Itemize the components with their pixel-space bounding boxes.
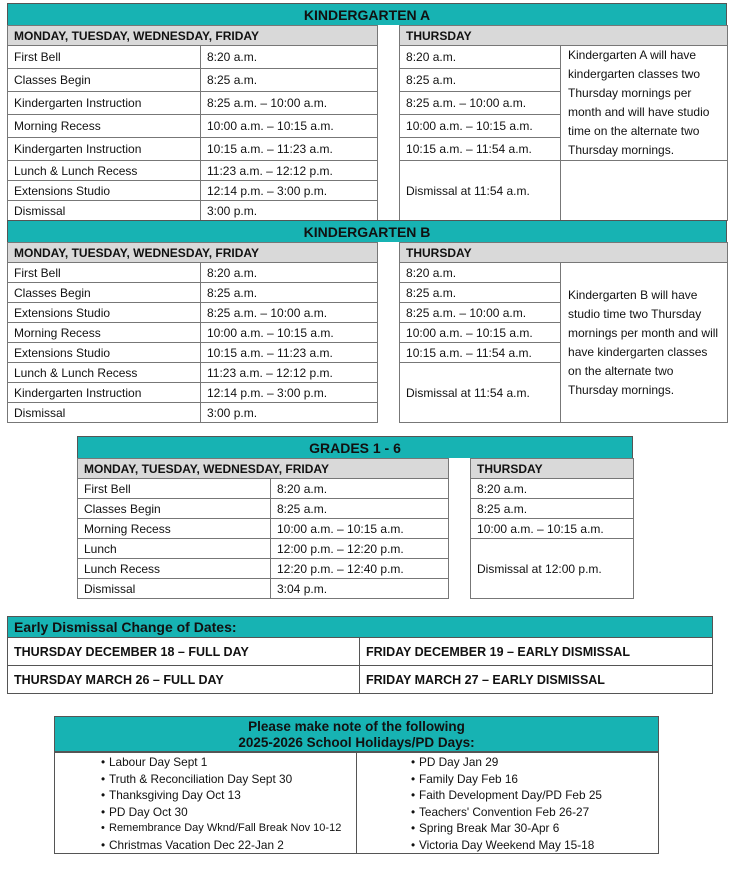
weekday-header: MONDAY, TUESDAY, WEDNESDAY, FRIDAY	[8, 26, 378, 46]
schedule-label: Classes Begin	[8, 69, 201, 92]
holiday-item: • Christmas Vacation Dec 22-Jan 2	[55, 837, 355, 854]
schedule-time: 12:14 p.m. – 3:00 p.m.	[201, 383, 378, 403]
holiday-item: • Teachers' Convention Feb 26-27	[357, 804, 657, 821]
schedule-time: 12:14 p.m. – 3:00 p.m.	[201, 181, 378, 201]
schedule-label: Lunch Recess	[78, 559, 271, 579]
schedule-label: Dismissal	[8, 201, 201, 221]
schedule-time: 8:25 a.m.	[201, 69, 378, 92]
early-dismissal-cell: THURSDAY MARCH 26 – FULL DAY	[8, 666, 359, 694]
holiday-item: • PD Day Oct 30	[55, 804, 355, 821]
grades-table	[77, 458, 634, 599]
schedule-time: 3:00 p.m.	[201, 403, 378, 423]
schedule-label: First Bell	[8, 263, 201, 283]
schedule-label: Lunch & Lunch Recess	[8, 363, 201, 383]
schedule-label: Morning Recess	[8, 323, 201, 343]
thursday-time: 8:20 a.m.	[400, 263, 561, 283]
thursday-dismissal: Dismissal at 11:54 a.m.	[400, 363, 561, 423]
holidays-left-list	[55, 754, 355, 854]
kindergarten-b-table	[7, 242, 728, 423]
thursday-header: THURSDAY	[400, 26, 728, 46]
schedule-time: 12:20 p.m. – 12:40 p.m.	[271, 559, 449, 579]
schedule-label: Extensions Studio	[8, 303, 201, 323]
schedule-label: First Bell	[78, 479, 271, 499]
weekday-header: MONDAY, TUESDAY, WEDNESDAY, FRIDAY	[8, 243, 378, 263]
thursday-time: 10:00 a.m. – 10:15 a.m.	[400, 115, 561, 138]
holiday-item: • Victoria Day Weekend May 15-18	[357, 837, 657, 854]
thursday-time: 8:25 a.m. – 10:00 a.m.	[400, 303, 561, 323]
kindergarten-a-title: KINDERGARTEN A	[7, 3, 727, 25]
kindergarten-b-note: Kindergarten B will have studio time two Thursday mornings per month and will have kindergarten classes on the alternate two Thursday mornings.	[561, 263, 728, 423]
thursday-header: THURSDAY	[400, 243, 728, 263]
thursday-time: 8:25 a.m.	[400, 69, 561, 92]
schedule-label: Morning Recess	[78, 519, 271, 539]
early-dismissal-table	[7, 638, 713, 694]
schedule-time: 10:15 a.m. – 11:23 a.m.	[201, 343, 378, 363]
schedule-time: 8:25 a.m.	[271, 499, 449, 519]
thursday-time: 8:20 a.m.	[471, 479, 634, 499]
holiday-item: • PD Day Jan 29	[357, 754, 657, 771]
schedule-label: Extensions Studio	[8, 343, 201, 363]
schedule-time: 8:25 a.m. – 10:00 a.m.	[201, 303, 378, 323]
schedule-time: 10:15 a.m. – 11:23 a.m.	[201, 138, 378, 161]
schedule-time: 8:20 a.m.	[271, 479, 449, 499]
holidays-list	[54, 752, 659, 854]
schedule-time: 11:23 a.m. – 12:12 p.m.	[201, 363, 378, 383]
holidays-title: Please make note of the following 2025-2026 School Holidays/PD Days:	[54, 716, 659, 752]
schedule-time: 12:00 p.m. – 12:20 p.m.	[271, 539, 449, 559]
schedule-label: Extensions Studio	[8, 181, 201, 201]
schedule-label: Dismissal	[78, 579, 271, 599]
early-dismissal-title: Early Dismissal Change of Dates:	[7, 616, 713, 638]
thursday-header: THURSDAY	[471, 459, 634, 479]
thursday-time: 8:25 a.m.	[400, 283, 561, 303]
schedule-time: 3:04 p.m.	[271, 579, 449, 599]
schedule-label: Dismissal	[8, 403, 201, 423]
thursday-time: 10:00 a.m. – 10:15 a.m.	[471, 519, 634, 539]
holidays-right-list	[357, 754, 657, 854]
schedule-time: 11:23 a.m. – 12:12 p.m.	[201, 161, 378, 181]
schedule-label: Lunch	[78, 539, 271, 559]
holiday-item: • Family Day Feb 16	[357, 771, 657, 788]
schedule-time: 8:25 a.m.	[201, 283, 378, 303]
schedule-label: Classes Begin	[78, 499, 271, 519]
schedule-label: Kindergarten Instruction	[8, 138, 201, 161]
early-dismissal-cell: THURSDAY DECEMBER 18 – FULL DAY	[8, 638, 359, 666]
early-dismissal-cell: FRIDAY DECEMBER 19 – EARLY DISMISSAL	[360, 638, 712, 666]
kindergarten-b-title: KINDERGARTEN B	[7, 220, 727, 242]
schedule-label: Kindergarten Instruction	[8, 383, 201, 403]
holiday-item: • Faith Development Day/PD Feb 25	[357, 787, 657, 804]
schedule-time: 10:00 a.m. – 10:15 a.m.	[201, 115, 378, 138]
schedule-label: Kindergarten Instruction	[8, 92, 201, 115]
thursday-time: 10:15 a.m. – 11:54 a.m.	[400, 343, 561, 363]
thursday-time: 8:25 a.m.	[471, 499, 634, 519]
thursday-time: 10:15 a.m. – 11:54 a.m.	[400, 138, 561, 161]
kindergarten-a-table	[7, 25, 728, 221]
holiday-item: • Spring Break Mar 30-Apr 6	[357, 820, 657, 837]
schedule-label: Morning Recess	[8, 115, 201, 138]
thursday-time: 8:25 a.m. – 10:00 a.m.	[400, 92, 561, 115]
early-dismissal-cell: FRIDAY MARCH 27 – EARLY DISMISSAL	[360, 666, 712, 694]
schedule-time: 8:25 a.m. – 10:00 a.m.	[201, 92, 378, 115]
weekday-header: MONDAY, TUESDAY, WEDNESDAY, FRIDAY	[78, 459, 449, 479]
thursday-time: 8:20 a.m.	[400, 46, 561, 69]
schedule-label: First Bell	[8, 46, 201, 69]
schedule-time: 10:00 a.m. – 10:15 a.m.	[201, 323, 378, 343]
holiday-item: • Remembrance Day Wknd/Fall Break Nov 10-12	[55, 820, 355, 837]
schedule-time: 8:20 a.m.	[201, 263, 378, 283]
schedule-time: 10:00 a.m. – 10:15 a.m.	[271, 519, 449, 539]
grades-title: GRADES 1 - 6	[77, 436, 633, 458]
kindergarten-a-note: Kindergarten A will have kindergarten classes two Thursday mornings per month and will have studio time on the alternate two Thursday mornings.	[561, 46, 728, 161]
holiday-item: • Truth & Reconciliation Day Sept 30	[55, 771, 355, 788]
thursday-time: 10:00 a.m. – 10:15 a.m.	[400, 323, 561, 343]
thursday-dismissal: Dismissal at 12:00 p.m.	[471, 539, 634, 599]
schedule-time: 8:20 a.m.	[201, 46, 378, 69]
schedule-label: Classes Begin	[8, 283, 201, 303]
schedule-label: Lunch & Lunch Recess	[8, 161, 201, 181]
thursday-dismissal: Dismissal at 11:54 a.m.	[400, 161, 561, 221]
schedule-time: 3:00 p.m.	[201, 201, 378, 221]
holiday-item: • Thanksgiving Day Oct 13	[55, 787, 355, 804]
holiday-item: • Labour Day Sept 1	[55, 754, 355, 771]
